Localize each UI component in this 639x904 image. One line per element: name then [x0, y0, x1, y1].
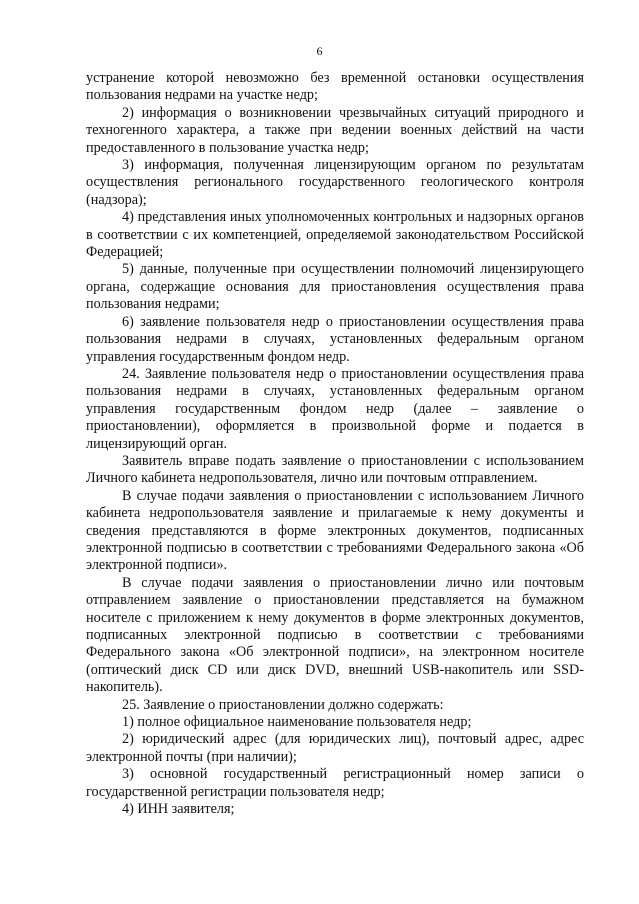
list-item-5: 5) данные, полученные при осуществлении полномочий лицензирующего органа, содержащие основания для приостановления осуществления права пользования недрами;	[86, 261, 584, 313]
paragraph-submission-methods: Заявитель вправе подать заявление о приостановлении с использованием Личного кабинета недропользователя, лично или почтовым отправлением.	[86, 452, 584, 487]
paragraph-electronic-submission: В случае подачи заявления о приостановлении с использованием Личного кабинета недропользователя заявление и прилагаемые к нему документы и сведения представляются в форме электронных документов, подписанных электронной подписью в соответствии с требованиями Федерального закона «Об электронной подписи».	[86, 487, 584, 574]
paragraph-continuation: устранение которой невозможно без временной остановки осуществления пользования недрами на участке недр;	[86, 70, 584, 104]
clause-24: 24. Заявление пользователя недр о приостановлении осуществления права пользования недрами в случаях, установленных федеральным органом управления государственным фондом недр (далее – заявление о приостановлении), оформляется в произвольной форме и подается в лицензирующий орган.	[86, 365, 584, 452]
requirement-item-3: 3) основной государственный регистрационный номер записи о государственной регистрации пользователя недр;	[86, 766, 584, 800]
requirement-item-2: 2) юридический адрес (для юридических лиц), почтовый адрес, адрес электронной почты (при наличии);	[86, 731, 584, 765]
document-body	[86, 70, 584, 818]
list-item-6: 6) заявление пользователя недр о приостановлении осуществления права пользования недрами в случаях, установленных федеральным органом управления государственным фондом недр.	[86, 313, 584, 365]
list-item-3: 3) информация, полученная лицензирующим органом по результатам осуществления регионального государственного геологического контроля (надзора);	[86, 157, 584, 208]
page-number: 6	[316, 44, 323, 58]
paragraph-paper-submission: В случае подачи заявления о приостановлении лично или почтовым отправлением заявление о приостановлении представляется на бумажном носителе с приложением к нему документов в форме электронных документов, подписанных электронной подписью в соответствии с требованиями Федерального закона «Об электронной подписи», на электронном носителе (оптический диск CD или диск DVD, внешний USB-накопитель или SSD-накопитель).	[86, 574, 584, 696]
clause-25: 25. Заявление о приостановлении должно содержать:	[122, 696, 444, 713]
requirement-item-4: 4) ИНН заявителя;	[122, 801, 235, 818]
list-item-4: 4) представления иных уполномоченных контрольных и надзорных органов в соответствии с их компетенцией, определяемой законодательством Российской Федерацией;	[86, 209, 584, 261]
requirement-item-1: 1) полное официальное наименование пользователя недр;	[122, 714, 472, 731]
list-item-2: 2) информация о возникновении чрезвычайных ситуаций природного и техногенного характера, а также при ведении военных действий на части предоставленного в пользование участка недр;	[86, 104, 584, 156]
